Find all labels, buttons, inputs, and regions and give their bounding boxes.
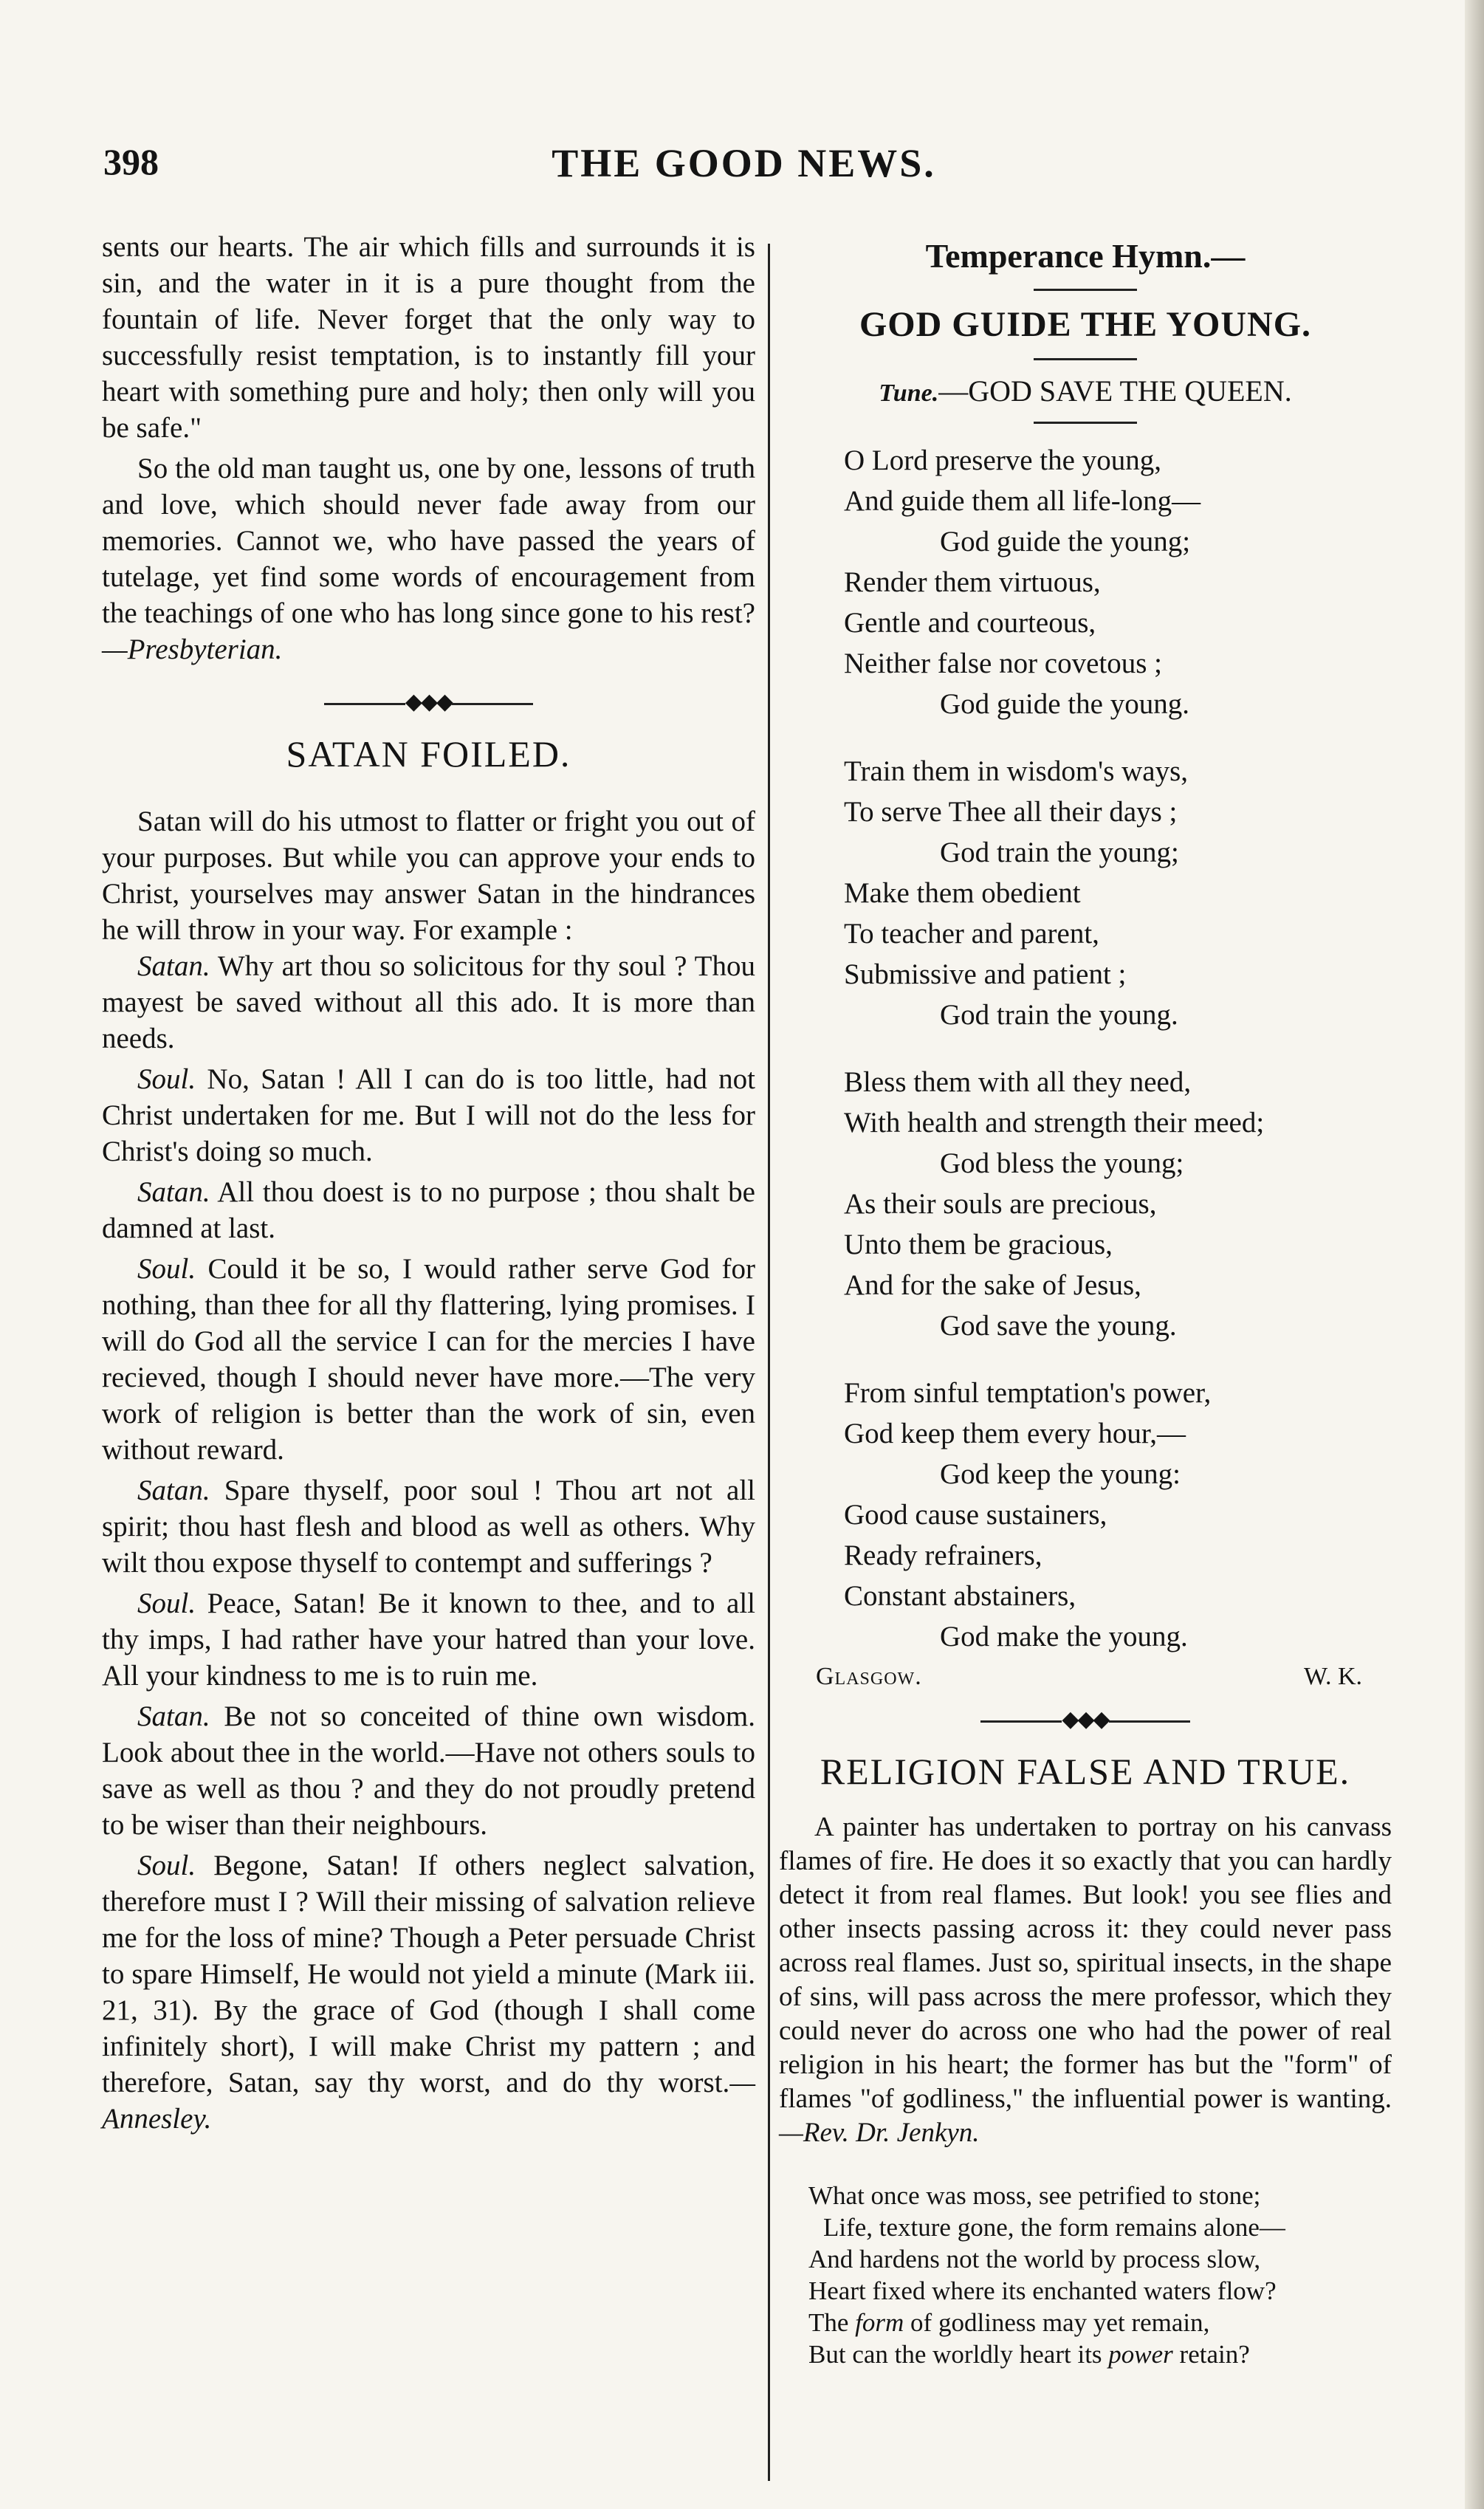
ornament-divider: ◆◆◆ [779, 1709, 1392, 1731]
dialogue-line: Satan. All thou doest is to no purpose ; thou shalt be damned at last. [102, 1176, 755, 1244]
page-edge-shadow [1465, 0, 1484, 2509]
dialogue-line: Soul. No, Satan ! All I can do is too little, had not Christ undertaken for me. But I will not do the less for Christ's doing so much. [102, 1063, 756, 1167]
poem-line: But can the worldly heart its power retain? [808, 2340, 1250, 2369]
dialogue [102, 948, 755, 2137]
dialogue-line: Soul. Begone, Satan! If others neglect salvation, therefore must I ? Will their missing of salvation relieve me for the loss of mine? Though a Peter persuade Christ to spare Himself, He would not yield a minute (Mark iii. 21, 31). By the grace of God (though I shall come infinitely short), I will make Christ my pattern ; and therefore, Satan, say thy worst, and do thy worst.—Annesley. [102, 1850, 755, 2135]
poem-line: The form of godliness may yet remain, [808, 2308, 1210, 2337]
signature-initials: W. K. [1303, 1663, 1362, 1690]
verse-line: Unto them be gracious, [844, 1229, 1113, 1260]
dialogue-line: Satan. Why art thou so solicitous for thy soul ? Thou mayest be saved without all this ado. It is more than needs. [102, 950, 756, 1054]
source-attribution: —Annesley. [102, 2067, 755, 2135]
poem-line: Heart fixed where its enchanted waters flow? [808, 2276, 1277, 2305]
verse-line: Bless them with all they need, [844, 1066, 1192, 1098]
hymn-heading: Temperance Hymn.— [925, 237, 1246, 275]
verse-line: Make them obedient [844, 877, 1081, 909]
poem-line: And hardens not the world by process slow, [808, 2245, 1261, 2273]
short-rule [1034, 289, 1137, 291]
verse-line: God keep them every hour,— [844, 1418, 1186, 1449]
verse-refrain: God train the young; [940, 837, 1179, 868]
verse-line: With health and strength their meed; [844, 1107, 1265, 1139]
verse-refrain: God guide the young; [940, 526, 1191, 557]
verse-line: As their souls are precious, [844, 1188, 1157, 1220]
source-attribution: —Rev. Dr. Jenkyn. [779, 2118, 980, 2148]
verse-refrain: God train the young. [940, 999, 1178, 1031]
verse-line: And for the sake of Jesus, [844, 1269, 1141, 1301]
verse-line: Submissive and patient ; [844, 958, 1127, 990]
hymn-stanza [844, 440, 1392, 724]
hymn-stanza [844, 751, 1392, 1035]
left-column [102, 229, 755, 2137]
page-header [103, 140, 1384, 199]
signature-place: Glasgow. [816, 1663, 922, 1690]
verse-line: Neither false nor covetous ; [844, 648, 1163, 679]
verse-line: Good cause sustainers, [844, 1499, 1107, 1531]
continuation-paragraph-1: sents our hearts. The air which fills and surrounds it is sin, and the water in it is a pure thought from the fountain of life. Never forget that the only way to successfully resist temptation, is to instantly fill your heart with something pure and holy; then only will you be safe." [102, 231, 755, 444]
hymn-stanza [844, 1062, 1392, 1346]
column-divider [768, 244, 770, 2481]
dialogue-line: Satan. Be not so conceited of thine own wisdom. Look about thee in the world.—Have not others souls to save as well as thou ? and they do not proudly pretend to be wiser than their neighbours. [102, 1700, 755, 1841]
running-title: THE GOOD NEWS. [552, 141, 936, 185]
verse-refrain: God make the young. [940, 1621, 1188, 1652]
verse-refrain: God keep the young: [940, 1458, 1181, 1490]
verse-refrain: God bless the young; [940, 1147, 1184, 1179]
verse-line: Gentle and courteous, [844, 607, 1096, 639]
verse-line: And guide them all life-long— [844, 485, 1201, 517]
source-attribution: —Presbyterian. [102, 634, 283, 665]
verse-line: To teacher and parent, [844, 918, 1099, 950]
verse-line: Train them in wisdom's ways, [844, 755, 1189, 787]
verse-line: Ready refrainers, [844, 1540, 1042, 1571]
hymn-stanza [844, 1373, 1392, 1657]
article-title-religion: RELIGION FALSE AND TRUE. [820, 1751, 1351, 1792]
poem-line: Life, texture gone, the form remains alone— [823, 2213, 1285, 2242]
verse-line: To serve Thee all their days ; [844, 796, 1178, 828]
verse-line: Constant abstainers, [844, 1580, 1076, 1612]
right-column [779, 229, 1392, 2370]
religion-paragraph: A painter has undertaken to portray on his canvass flames of fire. He does it so exactly that you can hardly detect it from real flames. But look! you see flies and other insects passing across it: they could never pass across real flames. Just so, spiritual insects, in the shape of sins, will pass across the mere professor, which they could never do across one who had the power of real religion in his heart; the former has but the "form" of flames "of godliness," the influential power is wanting.—Rev. Dr. Jenkyn. [779, 1812, 1392, 2148]
hymn-signature [816, 1663, 1362, 1691]
tune-line: Tune.—GOD SAVE THE QUEEN. [879, 374, 1292, 408]
page-number: 398 [103, 141, 159, 182]
article-title-satan-foiled: SATAN FOILED. [286, 733, 571, 775]
dialogue-line: Satan. Spare thyself, poor soul ! Thou art not all spirit; thou hast flesh and blood as well as others. Why wilt thou expose thyself to contempt and sufferings ? [102, 1475, 756, 1579]
short-rule [1034, 422, 1137, 424]
ornament-divider: ◆◆◆ [102, 691, 755, 713]
verse-line: O Lord preserve the young, [844, 445, 1161, 476]
verse-refrain: God save the young. [940, 1310, 1177, 1342]
closing-poem [808, 2180, 1392, 2370]
verse-refrain: God guide the young. [940, 688, 1189, 720]
poem-line: What once was moss, see petrified to stone; [808, 2181, 1261, 2210]
hymn-title: GOD GUIDE THE YOUNG. [859, 305, 1312, 344]
verse-line: Render them virtuous, [844, 566, 1101, 598]
dialogue-line: Soul. Peace, Satan! Be it known to thee, and to all thy imps, I had rather have your hatred than your love. All your kindness to me is to ruin me. [102, 1588, 755, 1692]
satan-intro: Satan will do his utmost to flatter or fright you out of your purposes. But while you can approve your ends to Christ, yourselves may answer Satan in the hindrances he will throw in your way. For example : [102, 806, 755, 946]
short-rule [1034, 358, 1137, 360]
continuation-paragraph-2: So the old man taught us, one by one, lessons of truth and love, which should never fade away from our memories. Cannot we, who have passed the years of tutelage, yet find some words of encouragement from the teachings of one who has long since gone to his rest?—Presbyterian. [102, 453, 755, 665]
verse-line: From sinful temptation's power, [844, 1377, 1212, 1409]
dialogue-line: Soul. Could it be so, I would rather serve God for nothing, than thee for all thy flattering, lying promises. I will do God all the service I can for the mercies I have recieved, though I should never have more.—The very work of religion is better than the work of sin, even without reward. [102, 1253, 756, 1466]
